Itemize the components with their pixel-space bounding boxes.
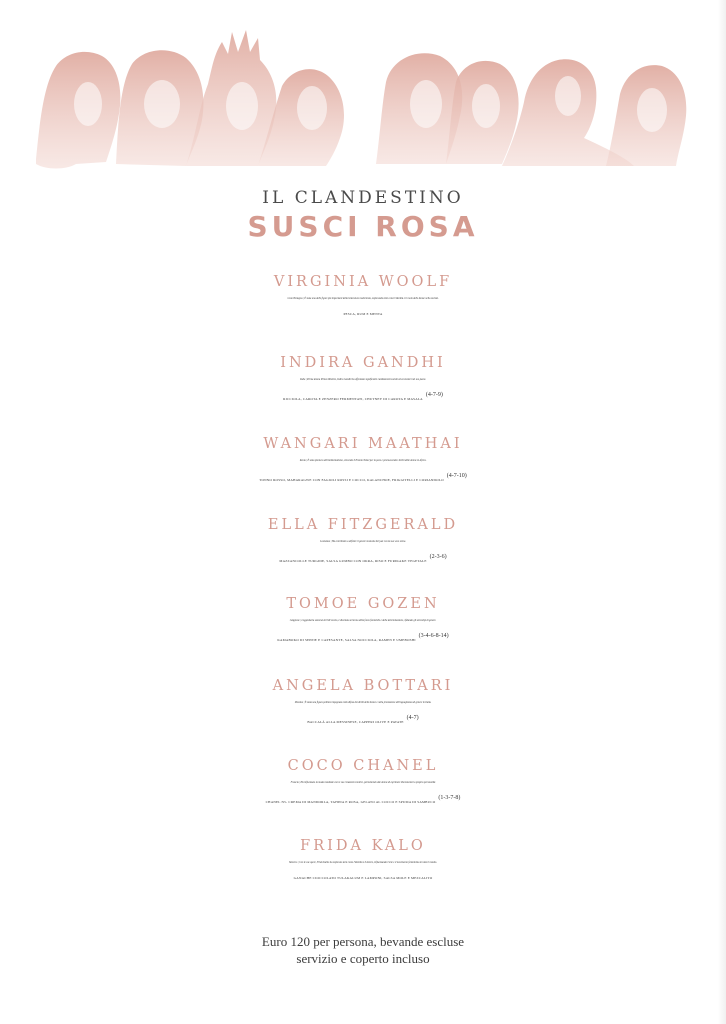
course-description: Louisiana | Ha contribuito a definire il genere musicale del jazz con la sua voce unica. [320, 540, 406, 543]
service-line: servizio e coperto incluso [296, 951, 430, 966]
allergen-codes: (4-7) [406, 715, 419, 721]
dish-text: KAMABOKO DI SEPPIE E CAPESANTE, SALSA NOCCIOLA, RAMEN E UMEBOSHI [277, 638, 416, 642]
course-virginia-woolf [0, 272, 726, 323]
menu-title: SUSCI ROSA [247, 210, 479, 243]
course-description: Messico | Con le sue opere, Frida Kahlo ha esplorato temi come l'identità e il dolore, influenzando l'arte e il movimento femminista in tutto il mondo. [289, 861, 437, 864]
dish-text: RICCIOLA, CAROTA E ZENZERO FERMENTATI, CHUTNEY DI CAROTA E MASALA [283, 397, 423, 401]
women-portraits-illustration [36, 24, 688, 172]
course-name: WANGARI MAATHAI [263, 436, 463, 452]
dish-text: PESCA, RUM E MENTA [343, 312, 383, 316]
course-dish [0, 870, 726, 887]
course-dish [0, 710, 726, 731]
course-name: ANGELA BOTTARI [272, 678, 454, 694]
course-name: COCO CHANEL [287, 758, 439, 774]
course-description: Kenia | È stata pioniera dell'ambientalismo, vincendo il Premio Nobel per la pace e promuovendo i diritti delle donne in Africa. [299, 459, 427, 462]
allergen-codes: (3-4-6-8-14) [418, 633, 449, 639]
course-name: VIRGINIA WOOLF [273, 274, 453, 290]
course-dish [0, 387, 726, 408]
allergen-codes: (1-3-7-8) [438, 795, 461, 801]
allergen-codes: (2-3-6) [429, 554, 447, 560]
dish-text: TONNO ROSSO, MAHARAGWE CON FAGIOLI ROSSI E COCCO, KALANCHOE, FRIGGITELLI E CORIANDOLO [259, 478, 444, 482]
course-tomoe-gozen [0, 594, 726, 649]
allergen-codes: (4-7-10) [446, 473, 467, 479]
allergen-codes: (4-7-9) [425, 392, 443, 398]
course-description: Messina | È stata una figura politica impegnata nella difesa dei diritti delle donne e nella promozione dell'uguaglianza di genere in Italia. [294, 701, 432, 704]
dish-text: GANACHE CIOCCOLATO TULAKALUM E LAMPONI, SALSA MOLE E MEZCALITO [293, 876, 433, 880]
course-description: India | Prima donna Primo Ministro, Indira Gandhi ha affrontato significativi cambiamenti sociali ed economici nel suo paese. [299, 378, 427, 381]
course-dish [0, 549, 726, 570]
course-name: TOMOE GOZEN [286, 596, 440, 612]
course-description: Gran Bretagna | È stata una delle figure più importanti della letteratura modernista, esplorando temi come l'identità e il ruolo delle donne nella società. [287, 297, 439, 300]
course-dish [0, 468, 726, 489]
course-ella-fitzgerald [0, 515, 726, 570]
page-edge-shadow [718, 0, 726, 1024]
restaurant-name: IL CLANDESTINO [262, 188, 464, 208]
course-coco-chanel [0, 756, 726, 811]
course-description: Giappone | Leggendaria samurai del XII secolo, è diventata un'icona della forza femminile e della determinazione, sfidando gli stereotipi di genere. [289, 619, 437, 622]
course-dish [0, 628, 726, 649]
dish-text: CHANEL N5- CREMA DI MANDORLA, TAHINA E ROSA, GELATO AL COCCO E SPUMA DI SAMBUCO [265, 800, 436, 804]
course-frida-kalo [0, 836, 726, 887]
course-dish [0, 306, 726, 323]
course-name: ELLA FITZGERALD [267, 517, 459, 533]
price-line: Euro 120 per persona, bevande escluse [261, 934, 465, 949]
dish-text: BACCALÀ ALLA MESSINESE, CAPPERI OLIVE E PATATE [307, 720, 404, 724]
course-angela-bottari [0, 676, 726, 731]
course-description: Francia | Ha influenzato la moda mondiale con le sue creazioni iconiche, permettendo alle donne di esprimere liberamente la propria personalità [290, 781, 436, 784]
course-indira-gandhi [0, 353, 726, 408]
dish-text: MAZZANCOLLE TURGIDE, SALSA GUMBO CON OKRA, RISO E FURIKAKE VEGETALE [279, 559, 427, 563]
price-footer [0, 933, 726, 967]
course-name: INDIRA GANDHI [280, 355, 446, 371]
course-dish [0, 790, 726, 811]
course-wangari-maathai [0, 434, 726, 489]
course-name: FRIDA KALO [300, 838, 426, 854]
